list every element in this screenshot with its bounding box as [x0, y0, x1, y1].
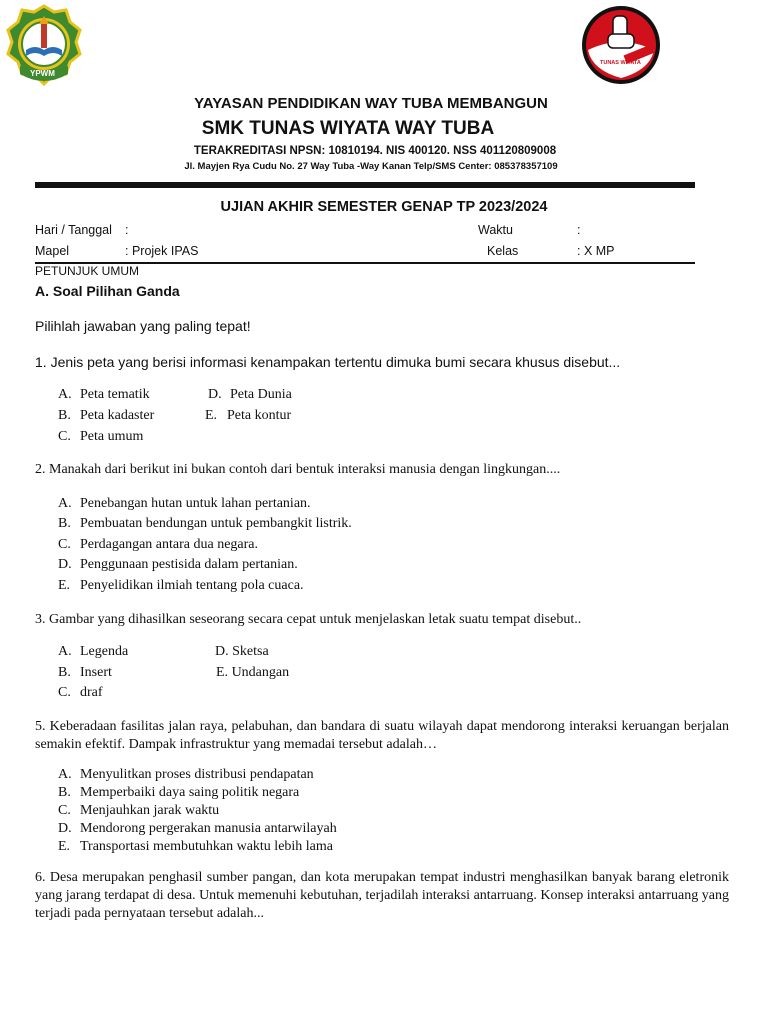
time-value: :	[577, 223, 581, 237]
school-address: Jl. Mayjen Rya Cudu No. 27 Way Tuba -Way Kanan Telp/SMS Center: 085378357109	[184, 161, 558, 172]
question-3-option-a: A. Legenda	[58, 644, 129, 659]
question-2-option-e: E. Penyelidikan ilmiah tentang pola cuaca.	[58, 578, 304, 593]
question-3-option-e: E. Undangan	[216, 665, 290, 680]
day-label: Hari / Tanggal	[35, 223, 112, 237]
day-value: :	[125, 223, 129, 237]
question-1-text: 1. Jenis peta yang berisi informasi kenampakan tertentu dimuka bumi secara khusus disebut...	[35, 354, 621, 370]
question-1-option-d: D. Peta Dunia	[208, 387, 292, 402]
foundation-logo	[6, 4, 82, 88]
question-3-option-c: C. draf	[58, 685, 103, 700]
class-value: : X MP	[577, 244, 615, 258]
question-2-option-d: D. Penggunaan pestisida dalam pertanian.	[58, 557, 298, 572]
subject-label: Mapel	[35, 244, 70, 258]
question-2-option-a: A. Penebangan hutan untuk lahan pertanian.	[58, 496, 311, 511]
section-title: A. Soal Pilihan Ganda	[35, 283, 180, 299]
subject-value: : Projek IPAS	[125, 244, 199, 258]
question-5-option-d: D. Mendorong pergerakan manusia antarwilayah	[58, 821, 337, 836]
class-label: Kelas	[487, 244, 519, 258]
question-5-option-b: B. Memperbaiki daya saing politik negara	[58, 785, 300, 800]
exam-title: UJIAN AKHIR SEMESTER GENAP TP 2023/2024	[220, 199, 548, 215]
school-name: SMK TUNAS WIYATA WAY TUBA	[201, 118, 495, 139]
question-3-text: 3. Gambar yang dihasilkan seseorang secara cepat untuk menjelaskan letak suatu tempat disebut..	[35, 612, 582, 627]
question-3-option-d: D. Sketsa	[215, 644, 269, 659]
question-2-option-c: C. Perdagangan antara dua negara.	[58, 537, 259, 552]
question-1-option-c: C. Peta umum	[58, 429, 144, 444]
question-6-text: 6. Desa merupakan penghasil sumber pangan, dan kota merupakan tempat industri menghasilkan banyak barang eletronik yang jarang terdapat di desa. Untuk memenuhi kebutuhan, terjadilah interaksi antarruang. Konsep interaksi antarruang yang terjadi pada pernyataan tersebut adalah...	[35, 870, 729, 921]
school-logo	[580, 4, 662, 86]
question-1-option-a: A. Peta tematik	[58, 387, 150, 402]
question-2-text: 2. Manakah dari berikut ini bukan contoh dari bentuk interaksi manusia dengan lingkungan....	[35, 462, 561, 477]
general-instructions-label: PETUNJUK UMUM	[35, 264, 139, 278]
section-instruction: Pilihlah jawaban yang paling tepat!	[35, 318, 251, 334]
question-3-option-b: B. Insert	[58, 665, 112, 680]
question-2-option-b: B. Pembuatan bendungan untuk pembangkit listrik.	[58, 516, 352, 531]
question-5-text: 5. Keberadaan fasilitas jalan raya, pelabuhan, dan bandara di suatu wilayah dapat mendorong interaksi keruangan berjalan semakin efektif. Dampak infrastruktur yang memadai tersebut adalah…	[35, 719, 729, 752]
foundation-logo-text: YPWM	[30, 69, 55, 78]
question-1-option-e: E. Peta kontur	[205, 408, 292, 423]
accreditation-line: TERAKREDITASI NPSN: 10810194. NIS 400120. NSS 401120809008	[193, 145, 557, 157]
question-5-option-a: A. Menyulitkan proses distribusi pendapatan	[58, 767, 314, 782]
foundation-name: YAYASAN PENDIDIKAN WAY TUBA MEMBANGUN	[194, 95, 548, 112]
question-5-option-c: C. Menjauhkan jarak waktu	[58, 803, 220, 818]
question-5-option-e: E. Transportasi membutuhkan waktu lebih lama	[58, 839, 333, 854]
header-divider	[35, 182, 695, 188]
school-logo-text: TUNAS WIYATA	[600, 60, 641, 66]
time-label: Waktu	[478, 223, 513, 237]
question-1-option-b: B. Peta kadaster	[58, 408, 155, 423]
